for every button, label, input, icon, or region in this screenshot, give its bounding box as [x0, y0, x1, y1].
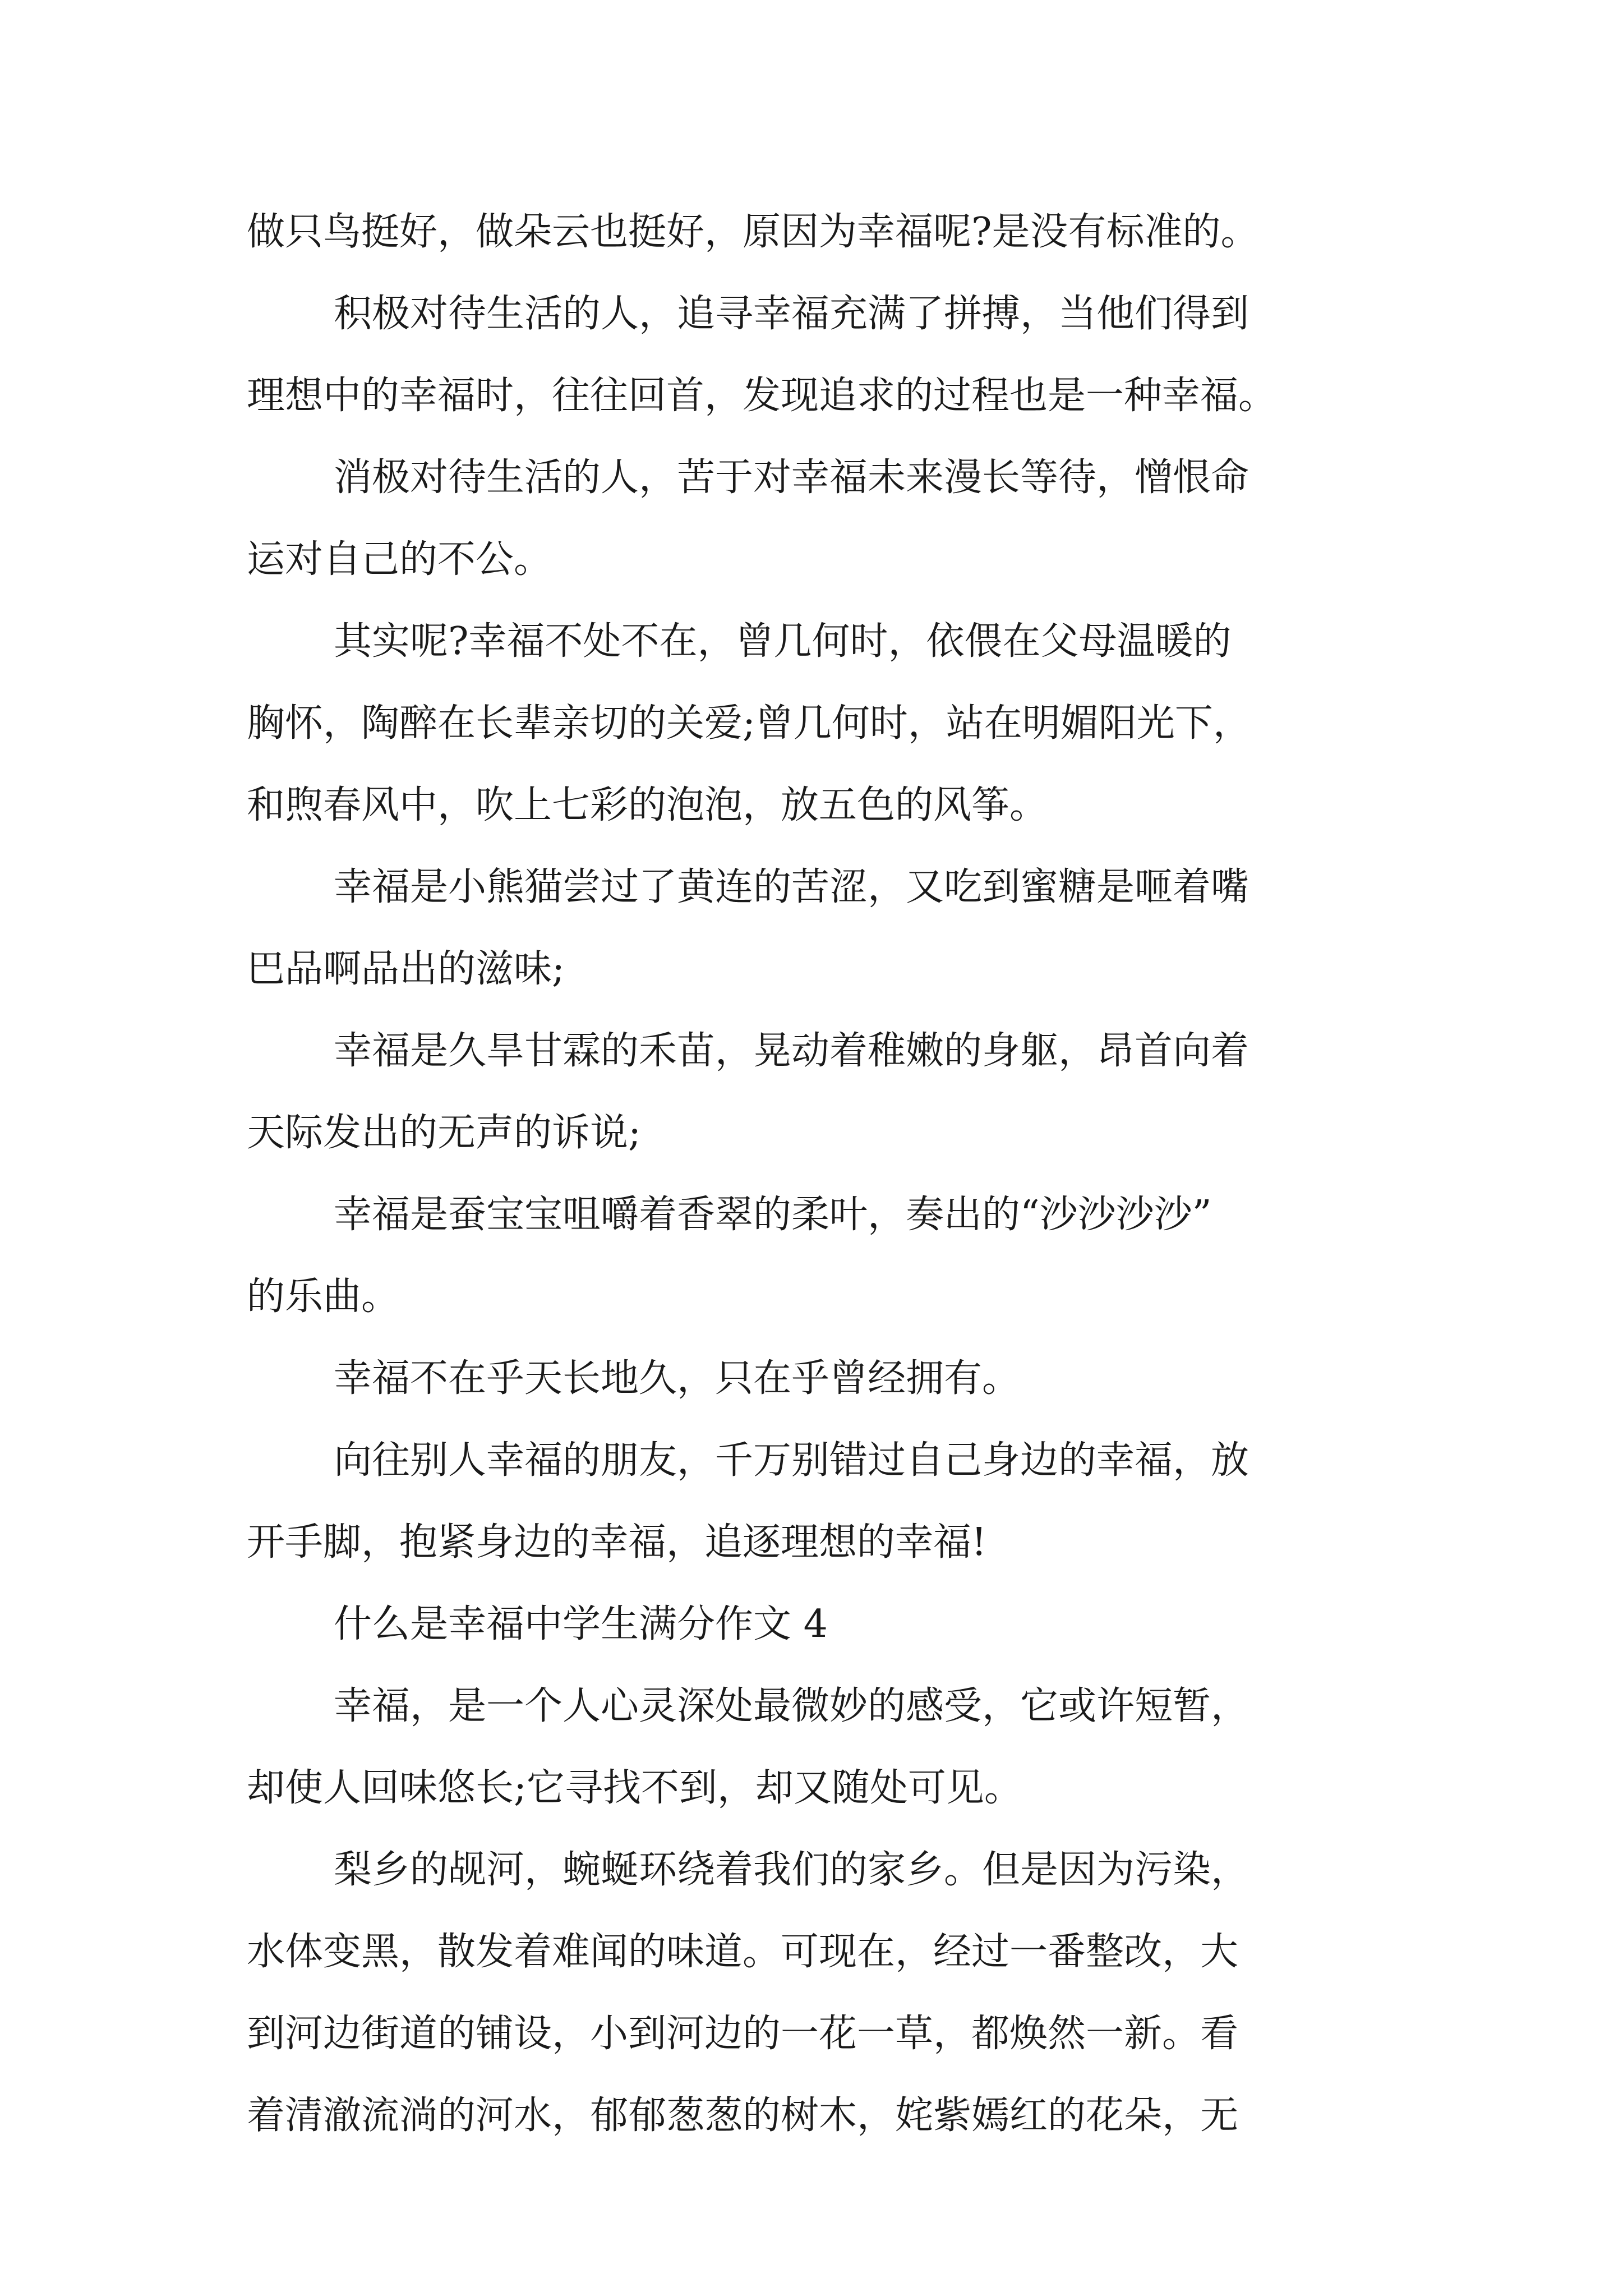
- text-line: 梨乡的觇河，蜿蜒环绕着我们的家乡。但是因为污染，: [334, 1848, 1249, 1892]
- text-line: 却使人回味悠长;它寻找不到，却又随处可见。: [247, 1766, 1022, 1810]
- text-line: 向往别人幸福的朋友，千万别错过自己身边的幸福，放: [334, 1438, 1249, 1483]
- text-line: 其实呢?幸福不处不在，曾几何时，依偎在父母温暖的: [334, 619, 1232, 664]
- text-line: 开手脚，抱紧身边的幸福，追逐理想的幸福!: [247, 1520, 987, 1565]
- section-heading: 什么是幸福中学生满分作文 4: [334, 1602, 828, 1646]
- text-line: 着清澈流淌的河水，郁郁葱葱的树木，姹紫嫣红的花朵，无: [247, 2093, 1239, 2138]
- text-line: 和煦春风中，吹上七彩的泡泡，放五色的风筝。: [247, 783, 1048, 827]
- text-line: 积极对待生活的人，追寻幸福充满了拼搏，当他们得到: [334, 292, 1249, 336]
- text-line: 到河边街道的铺设，小到河边的一花一草，都焕然一新。看: [247, 2012, 1239, 2056]
- text-line: 水体变黑，散发着难闻的味道。可现在，经过一番整改，大: [247, 1930, 1239, 1974]
- text-line: 幸福是蚕宝宝咀嚼着香翠的柔叶，奏出的“沙沙沙沙”: [334, 1193, 1212, 1237]
- text-line: 幸福是久旱甘霖的禾苗，晃动着稚嫩的身躯，昂首向着: [334, 1029, 1249, 1073]
- text-line: 幸福不在乎天长地久，只在乎曾经拥有。: [334, 1356, 1021, 1401]
- text-line: 的乐曲。: [247, 1274, 400, 1319]
- text-line: 天际发出的无声的诉说;: [247, 1111, 641, 1155]
- text-line: 胸怀，陶醉在长辈亲切的关爱;曾几何时，站在明媚阳光下，: [247, 701, 1251, 746]
- text-line: 理想中的幸福时，往往回首，发现追求的过程也是一种幸福。: [247, 374, 1277, 418]
- text-line: 消极对待生活的人，苦于对幸福未来漫长等待，憎恨命: [334, 455, 1249, 500]
- text-line: 巴品啊品出的滋味;: [247, 947, 565, 991]
- text-line: 运对自己的不公。: [247, 537, 552, 582]
- text-line: 做只鸟挺好，做朵云也挺好，原因为幸福呢?是没有标准的。: [247, 210, 1259, 254]
- text-line: 幸福是小熊猫尝过了黄连的苦涩，又吃到蜜糖是咂着嘴: [334, 865, 1249, 909]
- text-line: 幸福，是一个人心灵深处最微妙的感受，它或许短暂，: [334, 1684, 1249, 1728]
